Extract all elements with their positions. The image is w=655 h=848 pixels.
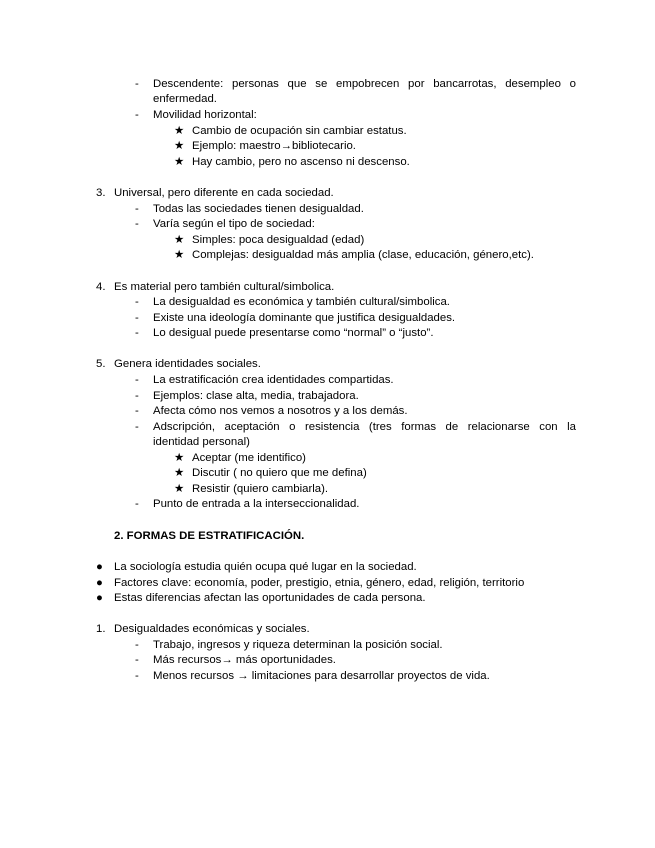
- list-item-adscripcion-cont: identidad personal): [153, 436, 250, 448]
- bullet-icon: ●: [96, 592, 103, 604]
- list-item: Lo desigual puede presentarse como “normal” o “justo”.: [153, 327, 434, 339]
- list-item: Ejemplos: clase alta, media, trabajadora.: [153, 390, 359, 402]
- list-item: Afecta cómo nos vemos a nosotros y a los demás.: [153, 405, 408, 417]
- list-item: Varía según el tipo de sociedad:: [153, 218, 315, 230]
- star-item: Hay cambio, pero no ascenso ni descenso.: [192, 156, 410, 168]
- dash-marker: -: [135, 498, 139, 510]
- star-icon: ★: [174, 452, 185, 464]
- star-item: Cambio de ocupación sin cambiar estatus.: [192, 125, 407, 137]
- star-icon: ★: [174, 125, 185, 137]
- dash-marker: -: [135, 203, 139, 215]
- dash-marker: -: [135, 654, 139, 666]
- list-item: Menos recursos → limitaciones para desarrollar proyectos de vida.: [153, 670, 490, 682]
- list-item: Trabajo, ingresos y riqueza determinan la posición social.: [153, 639, 443, 651]
- dash-marker: -: [135, 639, 139, 651]
- star-item: Aceptar (me identifico): [192, 452, 306, 464]
- star-icon: ★: [174, 140, 185, 152]
- section-heading: 2. FORMAS DE ESTRATIFICACIÓN.: [114, 530, 305, 542]
- list-item: Existe una ideología dominante que justifica desigualdades.: [153, 312, 456, 324]
- star-item: Simples: poca desigualdad (edad): [192, 234, 365, 246]
- star-icon: ★: [174, 467, 185, 479]
- dash-marker: -: [135, 296, 139, 308]
- list-item-descendente: Descendente: personas que se empobrecen por bancarrotas, desempleo o: [153, 78, 576, 90]
- list-item: La estratificación crea identidades compartidas.: [153, 374, 394, 386]
- bullet-item: Estas diferencias afectan las oportunidades de cada persona.: [114, 592, 426, 604]
- bullet-item: Factores clave: economía, poder, prestigio, etnia, género, edad, religión, territorio: [114, 577, 525, 589]
- dash-marker: -: [135, 218, 139, 230]
- bullet-item: La sociología estudia quién ocupa qué lugar en la sociedad.: [114, 561, 417, 573]
- bullet-icon: ●: [96, 561, 103, 573]
- dash-marker: -: [135, 670, 139, 682]
- star-icon: ★: [174, 156, 185, 168]
- list-item-movilidad-horizontal: Movilidad horizontal:: [153, 109, 257, 121]
- star-icon: ★: [174, 234, 185, 246]
- item-title-universal: Universal, pero diferente en cada sociedad.: [114, 187, 334, 199]
- list-item: La desigualdad es económica y también cultural/simbolica.: [153, 296, 450, 308]
- star-item: Resistir (quiero cambiarla).: [192, 483, 329, 495]
- list-item-adscripcion: Adscripción, aceptación o resistencia (tres formas de relacionarse con la: [153, 421, 576, 433]
- list-number: 3.: [96, 187, 106, 199]
- dash-marker: -: [135, 78, 139, 90]
- dash-marker: -: [135, 405, 139, 417]
- item-title-material: Es material pero también cultural/simbolica.: [114, 281, 335, 293]
- list-number: 4.: [96, 281, 106, 293]
- list-item: Más recursos→ más oportunidades.: [153, 654, 336, 666]
- star-icon: ★: [174, 249, 185, 261]
- star-item: Discutir ( no quiero que me defina): [192, 467, 367, 479]
- star-item: Complejas: desigualdad más amplia (clase, educación, género,etc).: [192, 249, 534, 261]
- dash-marker: -: [135, 109, 139, 121]
- list-item: Punto de entrada a la interseccionalidad.: [153, 498, 360, 510]
- item-title-desigualdades: Desigualdades económicas y sociales.: [114, 623, 310, 635]
- list-item-descendente-cont: enfermedad.: [153, 93, 217, 105]
- item-title-identidades: Genera identidades sociales.: [114, 358, 261, 370]
- list-number: 1.: [96, 623, 106, 635]
- bullet-icon: ●: [96, 577, 103, 589]
- list-number: 5.: [96, 358, 106, 370]
- dash-marker: -: [135, 421, 139, 433]
- dash-marker: -: [135, 327, 139, 339]
- star-icon: ★: [174, 483, 185, 495]
- dash-marker: -: [135, 390, 139, 402]
- list-item: Todas las sociedades tienen desigualdad.: [153, 203, 364, 215]
- dash-marker: -: [135, 374, 139, 386]
- dash-marker: -: [135, 312, 139, 324]
- star-item: Ejemplo: maestro→bibliotecario.: [192, 140, 356, 152]
